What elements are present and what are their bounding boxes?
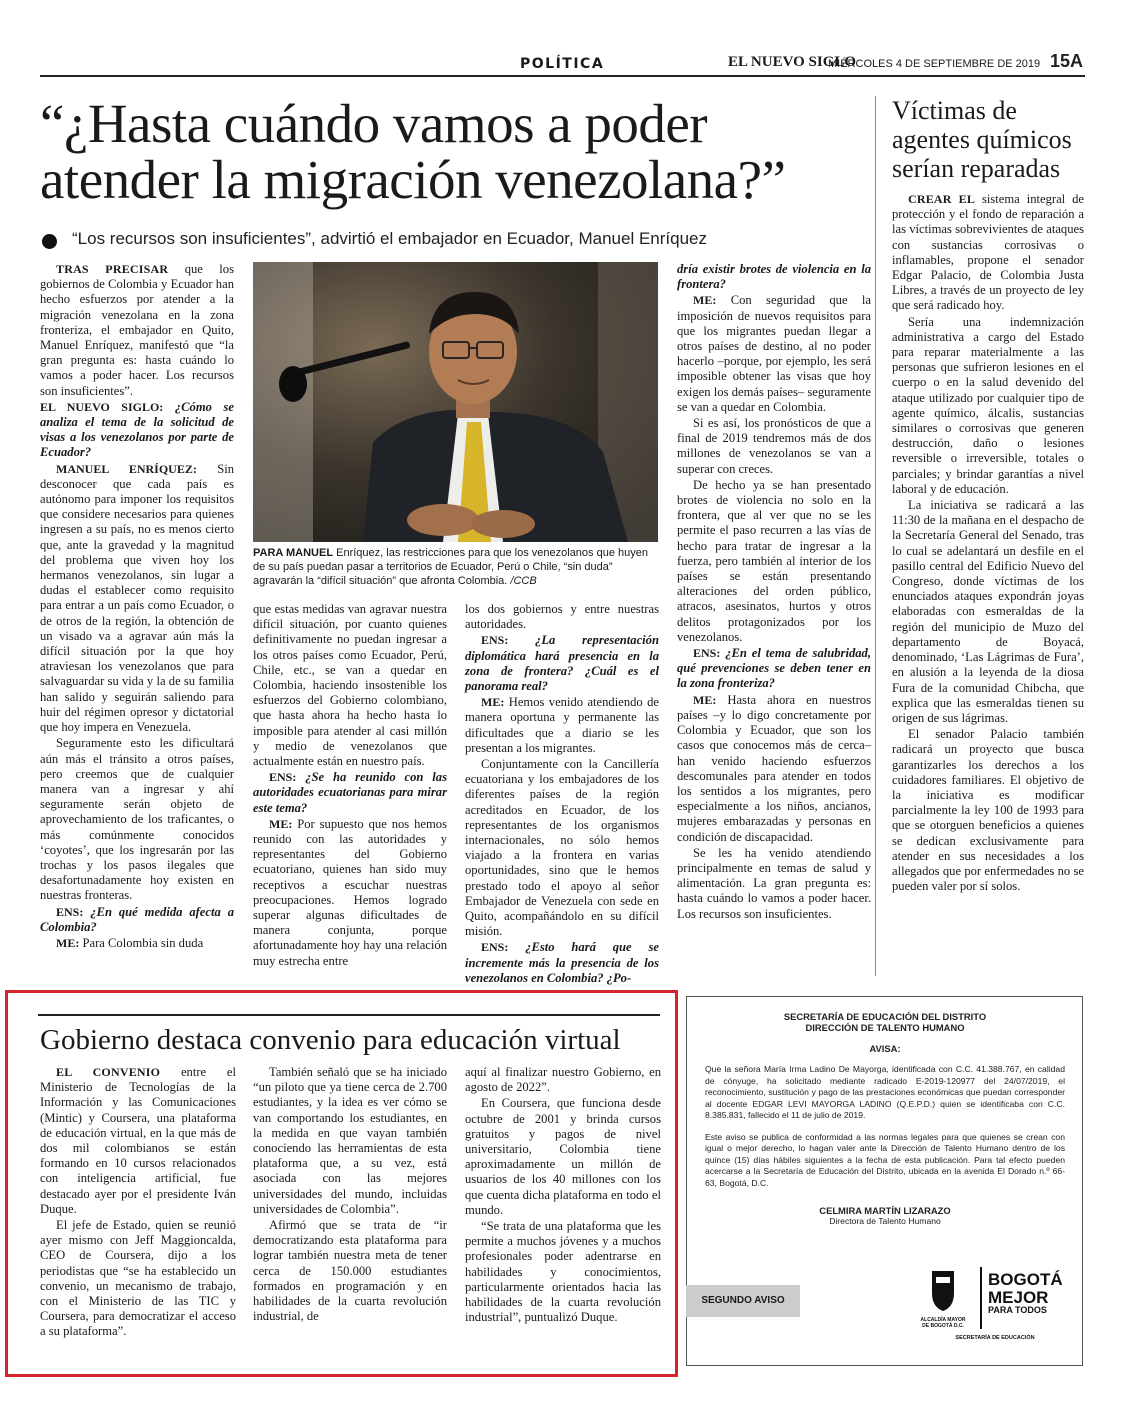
paragraph: El jefe de Estado, quien se reunió ayer mismo con Jeff Maggioncalda, CEO de Coursera, dijo a los periodistas que “se ha establecido un convenio, un mecanismo de trabajo, con el Ministerio de las TIC y Coursera, para democratizar el acceso a su plataforma”.: [40, 1218, 236, 1339]
photo-credit: /CCB: [510, 575, 537, 587]
photo-illustration: [253, 262, 658, 542]
bullet-icon: [42, 234, 57, 249]
speaker-label: EL NUEVO SIGLO:: [40, 399, 164, 414]
speaker-label: ME:: [269, 816, 293, 831]
section-label: POLÍTICA: [520, 56, 605, 72]
paragraph: sistema integral de protección y el fondo de reparación a las víctimas sobrevivientes de ataques con sustancias corrosivas o inflamables, propone el senador Edgar Palacio, de Colombia Justa Libres, a través de un proyecto de ley que será radicado hoy.: [892, 192, 1084, 313]
page-number: 15A: [1050, 51, 1084, 71]
speaker-label: ENS:: [56, 904, 84, 919]
caption-lead: PARA MANUEL: [253, 547, 334, 559]
speaker-label: ENS:: [481, 633, 509, 648]
speaker-label: ENS:: [269, 770, 297, 785]
header-rule: [40, 75, 1085, 77]
paragraph: Sería una indemnización administrativa a cargo del Estado para reparar materialmente a las personas que sufrieron lesiones en el cuerpo o en la salud devenido del ataque utilizado por cualquier tipo de agente químico, álcalis, sustancias similares o corrosivas que generen destrucción, daño o lesiones reversible o irreversible, totales o parciales; y brindar garantías a nivel laboral y de educación.: [892, 314, 1084, 496]
notice-paragraph: Que la señora María Irma Ladino De Mayorga, identificada con C.C. 41.388.767, en calidad de cónyuge, ha solicitado mediante radicado E-2019-120977 del 24/07/2019, el reconocimiento, sustitución y pago de las prestaciones económicas que puedan corresponder al docente EDGAR LEVI MAYORGA LADINO (Q.E.P.D.) quien se identificaba con C.C. 8.385.831, fallecido el 11 de julio de 2019.: [705, 1064, 1065, 1120]
question: ¿Cómo se analiza el tema de la solicitud de visas a los venezolanos por parte de Ecuador?: [40, 399, 234, 460]
second-notice-label: SEGUNDO AVISO: [686, 1285, 800, 1317]
box-column-2: [253, 1065, 447, 1325]
notice-title: SECRETARÍA DE EDUCACIÓN DEL DISTRITO: [783, 1011, 987, 1022]
main-column-1: [40, 262, 234, 952]
box-rule: [38, 1014, 660, 1016]
speaker-label: ME:: [693, 293, 717, 308]
answer: Hasta ahora en nuestros países –y lo digo concretamente por Colombia y Ecuador, que son los casos que conocemos más de cerca– han venido haciendo esfuerzos descomunales para atender en todos los sentidos a los migrantes, pero especialmente a los niños, ancianos, mujeres embarazadas y personas en condición de discapacidad.: [677, 692, 871, 844]
answer: Hemos venido atendiendo de manera oportuna y permanente las dificultades que a diario se les presentan a los migrantes.: [465, 695, 659, 755]
logo-sub: SECRETARÍA DE EDUCACIÓN: [955, 1335, 1035, 1341]
answer: Por supuesto que nos hemos reunido con las autoridades y representantes del Gobierno ecuatoriano, quienes han sido muy receptivos a escuchar nuestras preocupaciones. Hemos logrado superar algunas dificultades de manera conjunta, porque afortunadamente hoy hay una relación muy estrecha entre: [253, 816, 447, 968]
side-column: [892, 192, 1084, 895]
answer: Con seguridad que la imposición de nuevos requisitos para que los migrantes puedan llegar a otros países de destino, al no poder hacerlo –porque, por ejemplo, les será imposible obtener las visas que hoy exigen los demás países– seguramente se van a quedar en Colombia.: [677, 293, 871, 414]
notice-signer-title: Directora de Talento Humano: [829, 1216, 941, 1226]
paragraph: los dos gobiernos y entre nuestras autoridades.: [465, 602, 659, 632]
paragraph: Se les ha venido atendiendo principalmente en temas de salud y alimentación. La gran pregunta es: hasta cuándo lo vamos a poder hacer. Los recursos son insuficientes.: [677, 845, 871, 921]
paragraph: La iniciativa se radicará a las 11:30 de la mañana en el despacho de la Secretaría General del Senado, tras lo cual se adelantará un desfile en el pasillo central del Edificio Nuevo del Congreso, donde víctimas de los enunciados ataques expondrán joyas elaboradas con esmeraldas de la región del municipio de Muzo del departamento de Boyacá, denominado, ‘Las Lágrimas de Fura’, en alusión a la leyenda de la diosa Fura de la comunidad Chibcha, que explica que las esmeraldas tienen su origen de sus lágrimas.: [892, 498, 1084, 725]
paragraph: En Coursera, que funciona desde octubre de 2001 y brinda cursos gratuitos y pagos de nivel universitario, Colombia tiene aproximadamente un millón de usuarios de los 40 millones con los que cuenta dicha plataforma en todo el mundo.: [465, 1096, 661, 1217]
question: ¿En el tema de salubridad, qué prevenciones se deben tener en la zona fronteriza?: [677, 646, 871, 691]
logo-word: PARA TODOS: [988, 1305, 1047, 1315]
paragraph: Si es así, los pronósticos de que a final de 2019 tendremos más de dos millones de venezolanos se van a superar con creces.: [677, 416, 871, 476]
paragraph: También señaló que se ha iniciado “un piloto que ya tiene cerca de 2.700 estudiantes, y la idea es ver cómo se van comportando los estudiantes, en la medida en que vayan también conociendo las herramientas de esta plataforma que, a su vez, está asociada con las mejores universidades del mundo, incluidas universidades de Colombia”.: [253, 1065, 447, 1216]
lead-in: EL CONVENIO: [56, 1065, 161, 1079]
logo-word: MEJOR: [988, 1288, 1049, 1307]
lead-in: CREAR EL: [908, 192, 976, 206]
side-headline: Víctimas de agentes químicos serían reparadas: [892, 96, 1072, 183]
paragraph: que estas medidas van agravar nuestra difícil situación, por cuanto quienes definitivamente no puedan ingresar a los otros países como Ecuador, Perú, Chile, etc., se van a quedar en Colombia, haciendo insostenible los esfuerzos del Gobierno colombiano, que hasta ahora ha hecho hasta lo imposible para atender al casi millón y medio de venezolanos que actualmente están en nuestro país.: [253, 602, 447, 769]
speaker-label: ENS:: [693, 646, 721, 661]
headline-line-1: “¿Hasta cuándo vamos a poder: [40, 93, 708, 154]
paragraph: El senador Palacio también radicará un proyecto que busca garantizarles los derechos a los cuidadores familiares. El objetivo de la iniciativa es modificar parcialmente la ley 100 de 1993 para que se otorguen beneficios a quienes se dedican exclusivamente para atender en sus necesidades a los allegados que por enfermedades no se pueden valer por sí solos.: [892, 727, 1084, 894]
answer: Sin desconocer que cada país es autónomo para imponer los requisitos que considere necesarios para quienes ingresen a su país, no es menos cierto que, ante la gravedad y la magnitud del problema que viven hoy los hermanos venezolanos, sin lugar a dudas el establecer como requisito para entrar a un país como Ecuador, o de otros de la región, la obtención de un visado va a agravar aún más la difícil situación por la que hoy atraviesan los venezolanos que para salvaguardar su vida y la de su familia han salido y seguirán saliendo para huir del régimen opresor y dictatorial que hoy impera en Venezuela.: [40, 461, 234, 735]
question: dría existir brotes de violencia en la frontera?: [677, 262, 871, 292]
answer: Para Colombia sin duda: [82, 935, 204, 950]
logo-word: BOGOTÁ: [988, 1270, 1063, 1289]
main-column-2: [253, 602, 447, 970]
main-headline: [40, 93, 860, 210]
logo-line: ALCALDÍA MAYOR: [920, 1317, 966, 1323]
masthead: EL NUEVO SIGLO: [728, 54, 857, 70]
main-column-3: [465, 602, 659, 987]
question: ¿La representación diplomática hará presencia en la zona de frontera? ¿Cuál es el panorama real?: [465, 633, 659, 694]
speaker-label: ME:: [693, 692, 717, 707]
question: ¿Se ha reunido con las autoridades ecuatorianas para mirar este tema?: [253, 770, 447, 815]
notice-signer: CELMIRA MARTÍN LIZARAZO: [819, 1205, 951, 1216]
paragraph: Afirmó que se trata de “ir democratizando esta plataforma para lograr también nuestra meta de tener cerca de 150.000 estudiantes formados en programación y en habilidades de la cuarta revolución industrial, de: [253, 1218, 447, 1324]
logo-line: DE BOGOTÁ D.C.: [922, 1323, 964, 1329]
box-column-1: [40, 1065, 236, 1341]
box-column-3: [465, 1065, 661, 1326]
shield-icon: [920, 1265, 1070, 1345]
paragraph: aquí al finalizar nuestro Gobierno, en agosto de 2022”.: [465, 1065, 661, 1095]
lead-in: TRAS PRECISAR: [56, 262, 169, 276]
ambassador-photo: [253, 262, 658, 542]
paragraph: De hecho ya se han presentado brotes de violencia no solo en la frontera, que al ver que no se les permite el paso recurren a las vías de hecho para tratar de ingresar a la fuerza, pero también al interior de los países se están presentando alteraciones del orden público, atracos, asesinatos, hurtos y otros delitos protagonizados por los venezolanos.: [677, 477, 871, 644]
paragraph: entre el Ministerio de Tecnologías de la Información y las Comunicaciones (Mintic) y Coursera, una plataforma de educación virtual, en la que más de dos mil colombianos se están formando en 10 cursos relacionados con inteligencia artificial, fue destacado ayer por el presidente Iván Duque.: [40, 1065, 236, 1216]
question: ¿En qué medida afecta a Colombia?: [40, 904, 234, 934]
headline-line-2: atender la migración venezolana?”: [40, 149, 786, 210]
photo-caption: [253, 546, 658, 588]
speaker-label: ENS:: [481, 940, 509, 955]
column-divider: [875, 96, 876, 976]
notice-avisa: AVISA:: [869, 1043, 901, 1054]
speaker-label: ME:: [56, 935, 80, 950]
main-column-4: [677, 262, 871, 923]
speaker-label: ME:: [481, 695, 505, 710]
bogota-logo: [920, 1265, 1070, 1345]
paragraph: que los gobiernos de Colombia y Ecuador han hecho esfuerzos por atender a la migración venezolana en la zona fronteriza, el embajador en Quito, Manuel Enríquez, manifestó que “la gran pregunta es: hasta cuándo lo vamos a poder hacer. Los recursos son insuficientes”.: [40, 262, 235, 398]
paragraph: “Se trata de una plataforma que les permite a muchos jóvenes y a muchos profesionales poder adentrarse en habilidades y conocimientos, particularmente orientados hacia las habilidades de la cuarta revolución industrial”, puntualizó Duque.: [465, 1219, 661, 1325]
paragraph: Seguramente esto les dificultará aún más el tránsito a otros países, pero creemos que de cualquier manera van a ingresar y ahí seguramente serán objeto de aprovechamiento de los traficantes, o más comúnmente conocidos ‘coyotes’, que los ingresarán por las trochas y los pasos ilegales que desafortunadamente hoy existen en nuestras fronteras.: [40, 736, 234, 903]
box-headline: Gobierno destaca convenio para educación virtual: [40, 1024, 621, 1056]
notice-paragraph: Este aviso se publica de conformidad a las normas legales para que quienes se crean con igual o mejor derecho, lo hagan valer ante la Dirección de Talento Humano dentro de los quince (15) días hábiles siguientes a la fecha de esta publicación. Para tal efecto pueden acercarse a la Secretaría de Educación del Distrito, ubicada en la avenida El Dorado n.º 66-63, Bogotá, D.C.: [705, 1131, 1065, 1188]
notice-subtitle: DIRECCIÓN DE TALENTO HUMANO: [805, 1022, 965, 1033]
issue-date: MIÉRCOLES 4 DE SEPTIEMBRE DE 2019: [828, 58, 1041, 70]
subheadline: “Los recursos son insuficientes”, advirtió el embajador en Ecuador, Manuel Enríquez: [72, 229, 708, 248]
speaker-label: MANUEL ENRÍQUEZ:: [56, 461, 197, 476]
question: ¿Esto hará que se incremente más la presencia de los venezolanos en Colombia? ¿Po-: [465, 940, 659, 985]
caption-text: Enríquez, las restricciones para que los venezolanos que huyen de su país puedan pasar a territorios de Ecuador, Perú o Chile, “sin duda” agravarán la “difícil situación” que afronta Colombia.: [253, 547, 648, 587]
paragraph: Conjuntamente con la Cancillería ecuatoriana y los embajadores de los diferentes países de la región acreditados en Ecuador, de los representantes de los organismos internacionales, no sólo hemos viajado a la frontera en varias oportunidades, sino que le hemos prestado todo el apoyo al señor Embajador de Venezuela con sede en Quito, acompañándolo en su difícil misión.: [465, 757, 659, 939]
